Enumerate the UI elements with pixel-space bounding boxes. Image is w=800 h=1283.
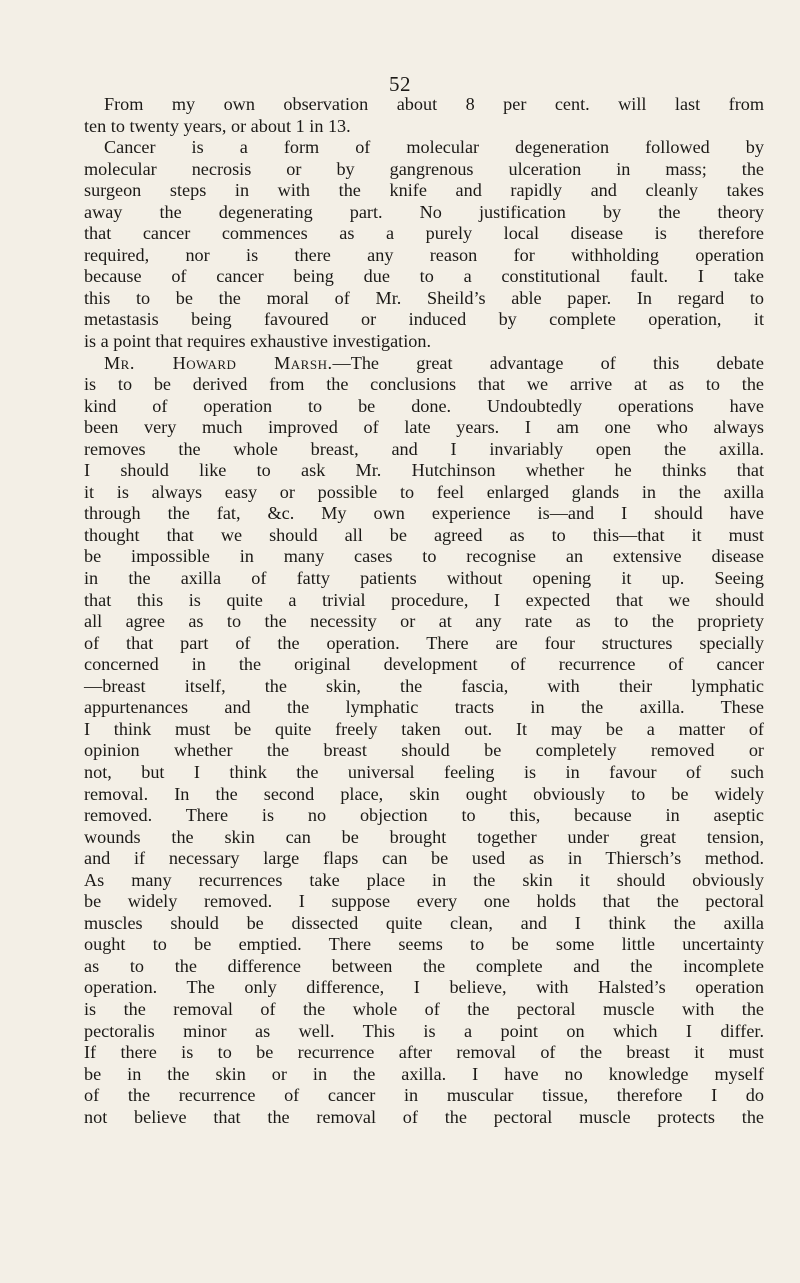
text-line: operation. The only difference, I believe, with Halsted’s operation	[84, 977, 764, 998]
text-line: through the fat, &c. My own experience is—and I should have	[84, 503, 764, 524]
text-line: surgeon steps in with the knife and rapidly and cleanly takes	[84, 180, 764, 201]
text-line: From my own observation about 8 per cent. will last from	[104, 94, 764, 114]
text-line: removed. There is no objection to this, because in aseptic	[84, 805, 764, 826]
speaker-name: Mr. Howard Marsh.	[104, 352, 333, 373]
text-line: that this is quite a trivial procedure, I expected that we should	[84, 589, 764, 610]
text-line: pectoralis minor as well. This is a point on which I differ.	[84, 1020, 764, 1041]
text-line: molecular necrosis or by gangrenous ulceration in mass; the	[84, 158, 764, 179]
text-line: that cancer commences as a purely local disease is therefore	[84, 223, 764, 244]
text-line: of the recurrence of cancer in muscular tissue, therefore I do	[84, 1085, 764, 1106]
paragraph	[84, 353, 764, 1129]
text-line: kind of operation to be done. Undoubtedly operations have	[84, 395, 764, 416]
text-line: removes the whole breast, and I invariably open the axilla.	[84, 438, 764, 459]
page-number: 52	[389, 72, 411, 96]
text-line: this to be the moral of Mr. Sheild’s able paper. In regard to	[84, 287, 764, 308]
text-line: because of cancer being due to a constitutional fault. I take	[84, 266, 764, 287]
text-line: is a point that requires exhaustive investigation.	[84, 331, 432, 352]
text-run: —The great advantage of this debate	[332, 352, 764, 373]
text-line: as to the difference between the complete and the incomplete	[84, 955, 764, 976]
text-line	[84, 353, 764, 375]
text-line: As many recurrences take place in the skin it should obviously	[84, 869, 764, 890]
text-line: required, nor is there any reason for withholding operation	[84, 244, 764, 265]
text-line: wounds the skin can be brought together under great tension,	[84, 826, 764, 847]
text-line: it is always easy or possible to feel enlarged glands in the axilla	[84, 481, 764, 502]
text-line: be widely removed. I suppose every one holds that the pectoral	[84, 891, 764, 912]
body-text	[84, 94, 764, 1128]
text-line: Cancer is a form of molecular degeneration followed by	[104, 137, 764, 158]
text-line: of that part of the operation. There are four structures specially	[84, 632, 764, 653]
text-line: is to be derived from the conclusions that we arrive at as to the	[84, 374, 764, 395]
text-line: and if necessary large flaps can be used as in Thiersch’s method.	[84, 848, 764, 869]
text-line: appurtenances and the lymphatic tracts in the axilla. These	[84, 697, 764, 718]
text-line: ten to twenty years, or about 1 in 13.	[84, 115, 351, 136]
text-line: is the removal of the whole of the pectoral muscle with the	[84, 998, 764, 1019]
text-line: away the degenerating part. No justification by the theory	[84, 201, 764, 222]
paragraph	[84, 137, 764, 352]
text-line: removal. In the second place, skin ought obviously to be widely	[84, 783, 764, 804]
text-line: all agree as to the necessity or at any rate as to the propriety	[84, 611, 764, 632]
text-line: be impossible in many cases to recognise an extensive disease	[84, 546, 764, 567]
text-line: not believe that the removal of the pectoral muscle protects the	[84, 1106, 764, 1127]
text-line: in the axilla of fatty patients without opening it up. Seeing	[84, 568, 764, 589]
text-line: I think must be quite freely taken out. It may be a matter of	[84, 718, 764, 739]
text-line: be in the skin or in the axilla. I have no knowledge myself	[84, 1063, 764, 1084]
text-line: concerned in the original development of recurrence of cancer	[84, 654, 764, 675]
text-line: ought to be emptied. There seems to be some little uncertainty	[84, 934, 764, 955]
text-line: muscles should be dissected quite clean, and I think the axilla	[84, 912, 764, 933]
text-line: I should like to ask Mr. Hutchinson whether he thinks that	[84, 460, 764, 481]
paragraph	[84, 94, 764, 137]
text-line: opinion whether the breast should be completely removed or	[84, 740, 764, 761]
text-line: not, but I think the universal feeling is in favour of such	[84, 761, 764, 782]
text-line: If there is to be recurrence after removal of the breast it must	[84, 1042, 764, 1063]
text-line: thought that we should all be agreed as to this—that it must	[84, 524, 764, 545]
text-line: metastasis being favoured or induced by complete operation, it	[84, 309, 764, 330]
text-line: —breast itself, the skin, the fascia, with their lymphatic	[84, 675, 764, 696]
text-line: been very much improved of late years. I am one who always	[84, 417, 764, 438]
